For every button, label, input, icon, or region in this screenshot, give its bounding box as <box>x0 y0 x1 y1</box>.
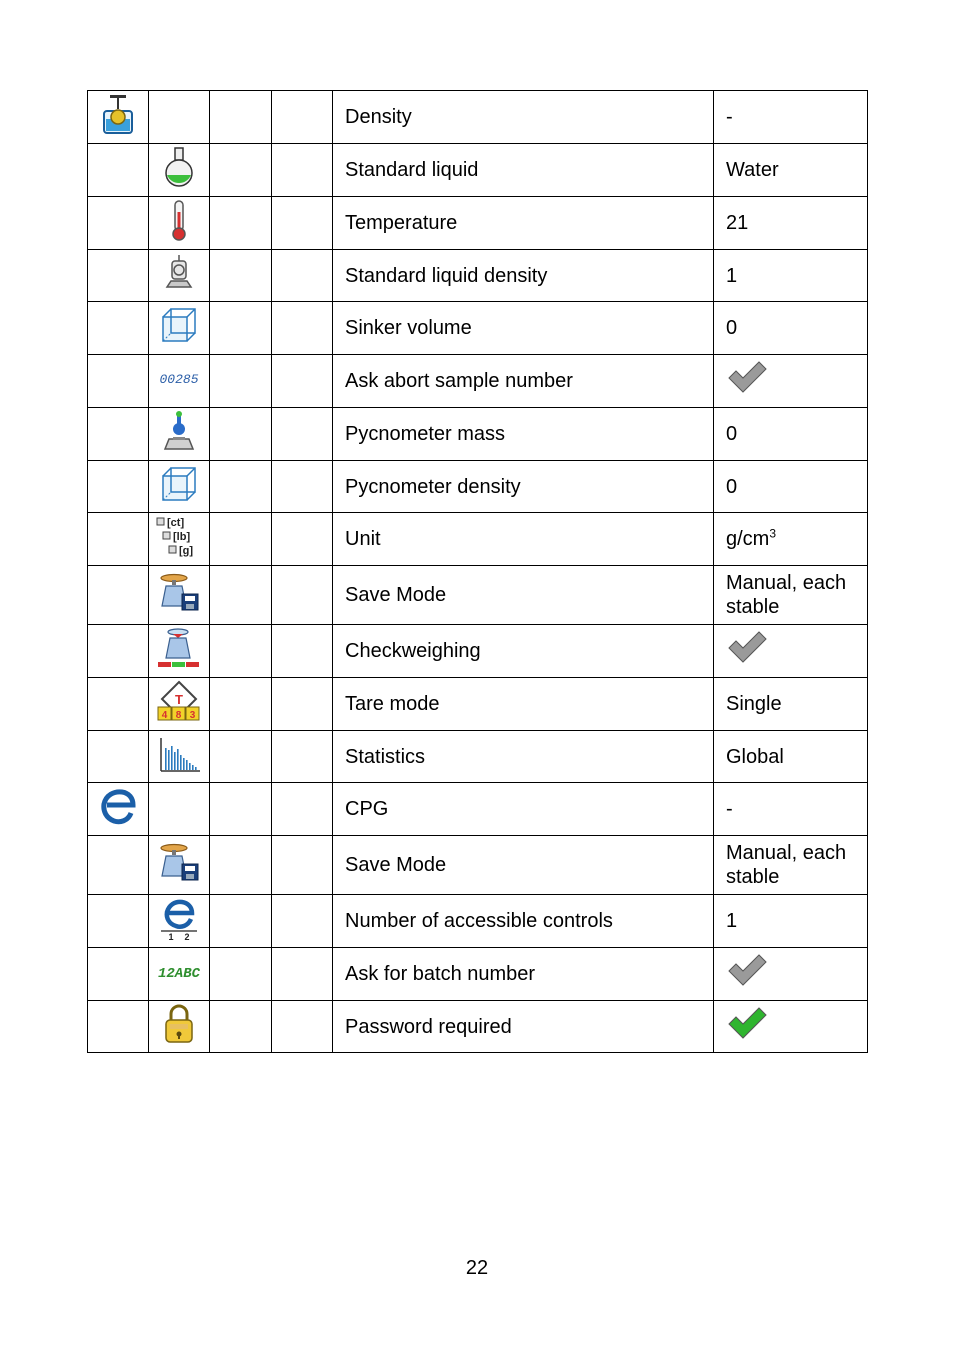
parameter-label: Unit <box>333 513 714 566</box>
parameter-value <box>714 678 868 731</box>
empty-cell <box>210 408 272 461</box>
empty-cell <box>272 836 333 895</box>
level2-icon-cell <box>149 408 210 461</box>
value-text: Manual, each stable <box>726 842 847 888</box>
empty-cell <box>210 355 272 408</box>
batch-number-icon <box>154 961 204 981</box>
table-row <box>88 355 868 408</box>
empty-cell <box>272 355 333 408</box>
table-row <box>88 513 868 566</box>
parameter-value <box>714 836 868 895</box>
parameter-label: Tare mode <box>333 678 714 731</box>
empty-cell <box>210 461 272 513</box>
statistics-icon <box>156 734 202 774</box>
level2-icon-cell <box>149 461 210 513</box>
empty-cell <box>272 566 333 625</box>
empty-cell <box>210 1001 272 1053</box>
svg-text:8: 8 <box>175 710 182 721</box>
empty-cell <box>210 836 272 895</box>
parameter-label: Save Mode <box>333 836 714 895</box>
padlock-icon <box>162 1003 196 1045</box>
parameter-value <box>714 355 868 408</box>
empty-cell <box>272 197 333 250</box>
level2-icon-cell <box>149 513 210 566</box>
parameter-value <box>714 1001 868 1053</box>
empty-cell <box>210 250 272 302</box>
parameter-label: Ask for batch number <box>333 948 714 1001</box>
parameter-value <box>714 625 868 678</box>
empty-cell <box>272 408 333 461</box>
level1-icon-cell <box>88 895 149 948</box>
empty-cell <box>210 144 272 197</box>
empty-cell <box>272 731 333 783</box>
table-row <box>88 461 868 513</box>
level1-icon-cell <box>88 566 149 625</box>
parameter-label: Sinker volume <box>333 302 714 355</box>
value-text: Single <box>726 693 782 715</box>
level2-icon-cell <box>149 625 210 678</box>
table-row <box>88 948 868 1001</box>
empty-cell <box>210 566 272 625</box>
parameter-value <box>714 948 868 1001</box>
value-text: - <box>726 106 733 128</box>
table-row <box>88 302 868 355</box>
empty-cell <box>210 895 272 948</box>
sample-number-text: 00285 <box>159 372 199 387</box>
svg-text:T: T <box>175 692 183 707</box>
pycnometer-mass-icon <box>161 409 197 453</box>
level2-icon-cell <box>149 731 210 783</box>
thermometer-icon <box>169 198 189 242</box>
level1-icon-cell <box>88 355 149 408</box>
check-green-icon <box>726 1006 768 1048</box>
level2-icon-cell <box>149 948 210 1001</box>
table-row <box>88 1001 868 1053</box>
parameter-value <box>714 144 868 197</box>
empty-cell <box>210 302 272 355</box>
page-number: 22 <box>465 1257 489 1279</box>
empty-cell <box>272 1001 333 1053</box>
table-row <box>88 625 868 678</box>
svg-text:[lb]: [lb] <box>173 531 191 543</box>
parameter-value <box>714 408 868 461</box>
parameter-label: Password required <box>333 1001 714 1053</box>
parameter-label: Temperature <box>333 197 714 250</box>
scale-save-icon <box>156 572 202 612</box>
cpg-icon <box>98 786 138 826</box>
parameters-table-body <box>88 91 868 1053</box>
empty-cell <box>210 625 272 678</box>
level2-icon-cell <box>149 895 210 948</box>
checkweighing-icon <box>156 626 202 670</box>
value-text: 0 <box>726 317 738 339</box>
table-row <box>88 197 868 250</box>
parameter-label: Statistics <box>333 731 714 783</box>
svg-text:12ABC: 12ABC <box>157 966 201 981</box>
scale-save-icon <box>156 842 202 882</box>
level1-icon-cell <box>88 91 149 144</box>
density-icon <box>100 93 136 135</box>
table-row <box>88 144 868 197</box>
table-row <box>88 566 868 625</box>
parameters-table <box>87 90 868 1053</box>
value-text: - <box>726 798 733 820</box>
level1-icon-cell <box>88 1001 149 1053</box>
parameter-label: Checkweighing <box>333 625 714 678</box>
level2-icon-cell <box>149 678 210 731</box>
level2-icon-cell <box>149 355 210 408</box>
cpg-controls-icon <box>159 895 199 941</box>
parameter-value <box>714 731 868 783</box>
tare-mode-icon <box>156 680 202 722</box>
check-gray-icon <box>726 953 768 995</box>
svg-text:1: 1 <box>168 932 174 941</box>
empty-cell <box>272 144 333 197</box>
value-text: g/cm <box>726 528 770 550</box>
value-text: 21 <box>726 212 749 234</box>
parameter-label: Density <box>333 91 714 144</box>
level1-icon-cell <box>88 836 149 895</box>
parameter-value <box>714 783 868 836</box>
level2-icon-cell <box>149 566 210 625</box>
cube-volume-icon <box>160 464 198 504</box>
parameter-value <box>714 250 868 302</box>
empty-cell <box>272 461 333 513</box>
svg-text:[ct]: [ct] <box>167 517 185 529</box>
level2-icon-cell <box>149 144 210 197</box>
parameter-value <box>714 461 868 513</box>
check-gray-icon <box>726 630 768 672</box>
table-row <box>88 250 868 302</box>
level2-icon-cell <box>149 197 210 250</box>
level1-icon-cell <box>88 250 149 302</box>
level2-icon-cell <box>149 836 210 895</box>
parameter-value <box>714 91 868 144</box>
level2-icon-cell <box>149 250 210 302</box>
empty-cell <box>210 948 272 1001</box>
table-row <box>88 408 868 461</box>
cube-volume-icon <box>160 305 198 345</box>
parameter-value <box>714 513 868 566</box>
table-row <box>88 731 868 783</box>
svg-text:3: 3 <box>189 710 196 721</box>
empty-cell <box>210 783 272 836</box>
parameter-label: Ask abort sample number <box>333 355 714 408</box>
level2-icon-cell <box>149 91 210 144</box>
value-text: Water <box>726 159 779 181</box>
unit-options-icon <box>155 514 203 558</box>
svg-text:[g]: [g] <box>179 545 194 557</box>
table-row <box>88 895 868 948</box>
sample-number-icon <box>157 368 201 388</box>
parameter-value <box>714 895 868 948</box>
parameter-label: Standard liquid <box>333 144 714 197</box>
empty-cell <box>272 783 333 836</box>
level1-icon-cell <box>88 144 149 197</box>
parameter-label: Standard liquid density <box>333 250 714 302</box>
parameter-value <box>714 566 868 625</box>
empty-cell <box>272 895 333 948</box>
level1-icon-cell <box>88 625 149 678</box>
empty-cell <box>272 948 333 1001</box>
parameter-label: Save Mode <box>333 566 714 625</box>
level1-icon-cell <box>88 197 149 250</box>
parameter-label: Pycnometer mass <box>333 408 714 461</box>
parameter-label: Number of accessible controls <box>333 895 714 948</box>
check-gray-icon <box>726 360 768 402</box>
value-text: 1 <box>726 264 738 287</box>
table-row <box>88 783 868 836</box>
empty-cell <box>272 513 333 566</box>
level1-icon-cell <box>88 731 149 783</box>
value-text: 1 <box>726 910 738 932</box>
empty-cell <box>272 302 333 355</box>
table-row <box>88 678 868 731</box>
level2-icon-cell <box>149 1001 210 1053</box>
empty-cell <box>272 250 333 302</box>
empty-cell <box>210 731 272 783</box>
level1-icon-cell <box>88 302 149 355</box>
empty-cell <box>272 91 333 144</box>
empty-cell <box>272 678 333 731</box>
svg-text:4: 4 <box>161 710 168 721</box>
unit-superscript: 3 <box>769 526 777 541</box>
level1-icon-cell <box>88 948 149 1001</box>
empty-cell <box>210 197 272 250</box>
level1-icon-cell <box>88 678 149 731</box>
level2-icon-cell <box>149 302 210 355</box>
empty-cell <box>210 91 272 144</box>
value-text: 0 <box>726 423 738 445</box>
parameter-label: CPG <box>333 783 714 836</box>
level1-icon-cell <box>88 461 149 513</box>
parameter-label: Pycnometer density <box>333 461 714 513</box>
level2-icon-cell <box>149 783 210 836</box>
empty-cell <box>272 625 333 678</box>
level1-icon-cell <box>88 513 149 566</box>
table-row <box>88 836 868 895</box>
level1-icon-cell <box>88 783 149 836</box>
value-text: Manual, each stable <box>726 572 847 618</box>
level1-icon-cell <box>88 408 149 461</box>
sinker-weight-icon <box>161 253 197 293</box>
parameter-value <box>714 197 868 250</box>
empty-cell <box>210 513 272 566</box>
value-text: 0 <box>726 475 738 498</box>
empty-cell <box>210 678 272 731</box>
value-text: Global <box>726 745 784 768</box>
table-row <box>88 91 868 144</box>
flask-icon <box>162 146 196 188</box>
svg-text:2: 2 <box>184 932 190 941</box>
parameter-value <box>714 302 868 355</box>
